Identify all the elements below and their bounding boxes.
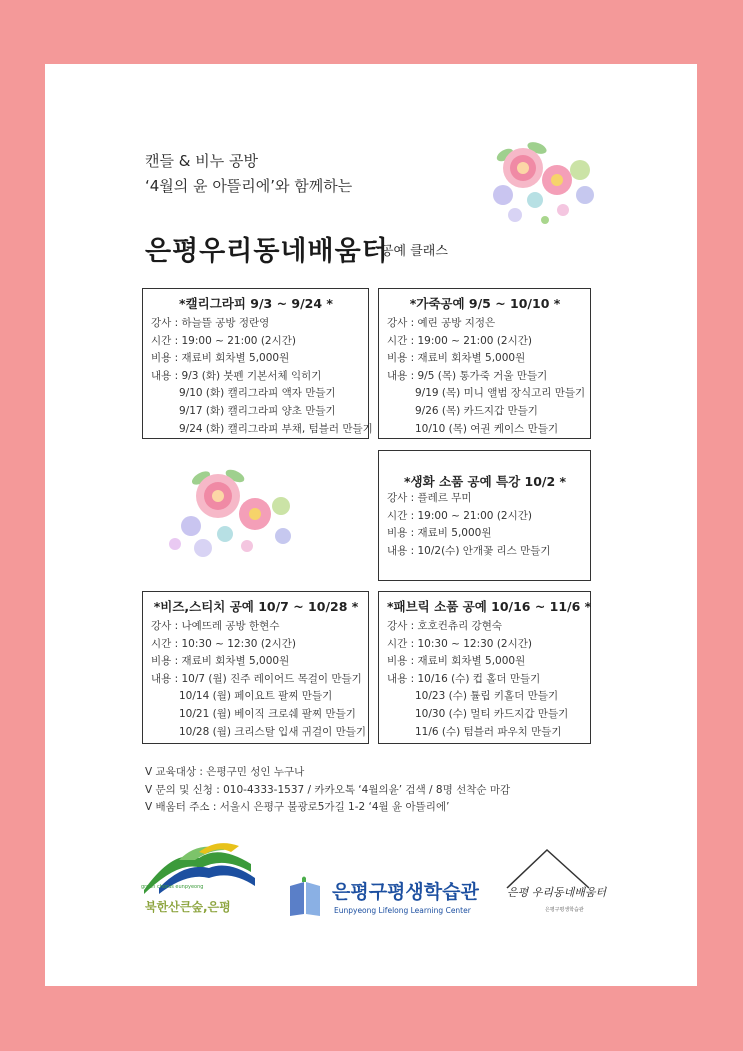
card-cost: 비용 : 재료비 회차별 5,000원 (387, 352, 526, 365)
card-time: 시간 : 19:00 ~ 21:00 (2시간) (387, 509, 532, 522)
class-card-flower (378, 450, 591, 581)
card-time: 시간 : 19:00 ~ 21:00 (2시간) (151, 334, 296, 347)
card-cost: 비용 : 재료비 5,000원 (387, 527, 492, 540)
card-session: 10/23 (수) 튤립 키홀더 만들기 (415, 690, 559, 703)
card-time: 시간 : 10:30 ~ 12:30 (2시간) (387, 637, 532, 650)
card-content: 내용 : 10/7 (월) 진주 레이어드 목걸이 만들기 (151, 672, 362, 685)
card-session: 9/19 (목) 미니 앨범 장식고리 만들기 (415, 387, 586, 400)
class-card-leather (378, 288, 591, 439)
card-title: *캘리그라피 9/3 ~ 9/24 * (179, 296, 333, 311)
poster-sheet (45, 64, 697, 986)
card-title: *패브릭 소품 공예 10/16 ~ 11/6 * (387, 599, 592, 614)
card-instructor: 강사 : 플레르 무미 (387, 492, 472, 504)
flower-illustration-middle (163, 466, 303, 566)
card-cost: 비용 : 재료비 회차별 5,000원 (387, 655, 526, 668)
card-time: 시간 : 10:30 ~ 12:30 (2시간) (151, 637, 296, 650)
page-subtitle: 공예 클래스 (381, 244, 448, 259)
baeumteo-logo (501, 844, 607, 924)
card-cost: 비용 : 재료비 회차별 5,000원 (151, 352, 290, 365)
baeumteo-name: 은평 우리동네배움터 (507, 886, 607, 899)
card-time: 시간 : 19:00 ~ 21:00 (2시간) (387, 334, 532, 347)
card-content: 내용 : 10/2(수) 안개꽃 리스 만들기 (387, 544, 551, 557)
bukhansan-name: 북한산큰숲,은평 (145, 900, 231, 914)
class-card-calligraphy (142, 288, 373, 439)
header-line-2: ‘4월의 윤 아뜰리에’와 함께하는 (145, 177, 353, 195)
card-session: 10/30 (수) 멀티 카드지갑 만들기 (415, 707, 569, 720)
bukhansan-small-text: green chorus eunpyeong (141, 884, 204, 890)
header-line-1: 캔들 & 비누 공방 (145, 152, 258, 170)
info-block (145, 764, 510, 817)
info-contact: V 문의 및 신청 : 010-4333-1537 / 카카오톡 ‘4월의윤’ 검색 / 8명 선착순 마감 (145, 783, 511, 796)
card-title: *가죽공예 9/5 ~ 10/10 * (409, 296, 561, 311)
baeumteo-sub: 은평구평생학습관 (545, 907, 584, 913)
card-title: *생화 소품 공예 특강 10/2 * (403, 474, 567, 489)
library-english: Eunpyeong Lifelong Learning Center (334, 906, 471, 915)
info-address: V 배움터 주소 : 서울시 은평구 불광로5가길 1-2 ‘4월 윤 아뜰리에’ (145, 801, 450, 813)
card-cost: 비용 : 재료비 회차별 5,000원 (151, 655, 290, 668)
info-target: V 교육대상 : 은평구민 성인 누구나 (145, 766, 305, 778)
house-roof-icon (501, 844, 601, 914)
card-session: 9/26 (목) 카드지갑 만들기 (415, 404, 538, 417)
card-instructor: 강사 : 예린 공방 지정은 (387, 317, 496, 329)
flower-illustration-top (485, 140, 605, 230)
card-content: 내용 : 9/5 (목) 통가죽 거울 만들기 (387, 369, 548, 382)
card-session: 10/10 (목) 여권 케이스 만들기 (415, 422, 559, 435)
card-content: 내용 : 9/3 (화) 붓펜 기본서체 익히기 (151, 369, 322, 382)
card-session: 9/10 (화) 캘리그라피 액자 만들기 (179, 387, 336, 400)
bukhansan-logo (139, 838, 269, 918)
page-title: 은평우리동네배움터 (145, 236, 389, 267)
card-session: 10/14 (월) 페이요트 팔찌 만들기 (179, 690, 333, 703)
card-session: 10/21 (월) 베이직 크로쉐 팔찌 만들기 (179, 707, 356, 720)
card-session: 11/6 (수) 텀블러 파우치 만들기 (415, 725, 562, 738)
card-instructor: 강사 : 하늘뜰 공방 정란영 (151, 317, 270, 329)
card-session: 10/28 (월) 크리스탈 입새 귀걸이 만들기 (179, 725, 366, 738)
library-logo (288, 874, 478, 924)
card-session: 9/17 (화) 캘리그라피 양초 만들기 (179, 404, 336, 417)
card-content: 내용 : 10/16 (수) 컵 홀더 만들기 (387, 672, 541, 685)
card-instructor: 강사 : 호호컨츄리 강현숙 (387, 620, 502, 632)
class-card-beads (142, 591, 369, 744)
class-card-fabric (378, 591, 591, 744)
card-title: *비즈,스티치 공예 10/7 ~ 10/28 * (153, 599, 359, 614)
book-icon (288, 876, 324, 916)
card-instructor: 강사 : 나예뜨레 공방 한현수 (151, 620, 280, 632)
library-name: 은평구평생학습관 (332, 881, 479, 903)
card-session: 9/24 (화) 캘리그라피 부채, 텀블러 만들기 (179, 422, 373, 435)
